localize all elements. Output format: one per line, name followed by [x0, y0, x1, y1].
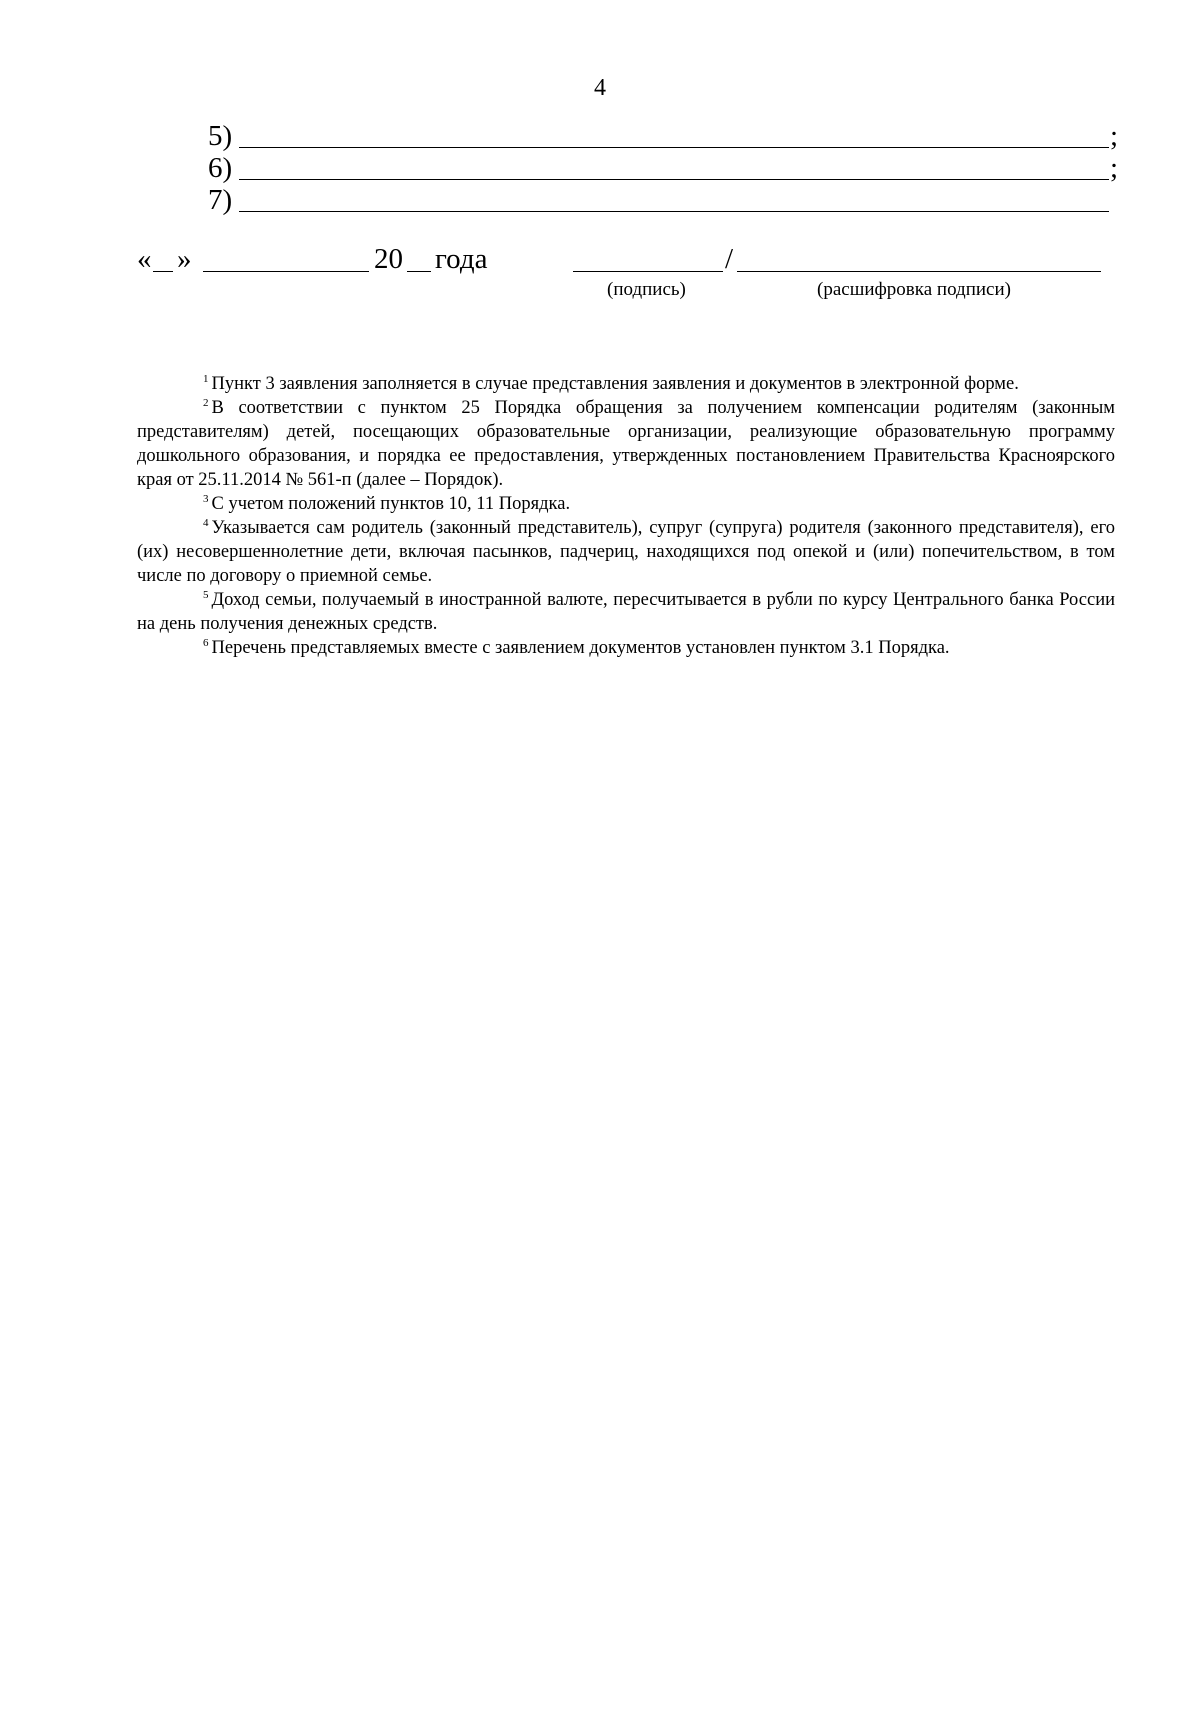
- footnote-text: Указывается сам родитель (законный представитель), супруг (супруга) родителя (законного представителя), его (их) несовершеннолетние дети, включая пасынков, падчериц, находящихся под опекой и (или) попечительством, в том числе по договору о приемной семье.: [137, 518, 1115, 586]
- list-item-number: 7): [208, 184, 233, 216]
- signature-field[interactable]: [573, 271, 723, 272]
- signature-caption: (подпись): [607, 279, 686, 300]
- footnote-text: С учетом положений пунктов 10, 11 Порядка.: [211, 494, 571, 514]
- footnote-text: Пункт 3 заявления заполняется в случае представления заявления и документов в электронной форме.: [211, 374, 1019, 394]
- year-field[interactable]: [407, 271, 431, 272]
- year-word: года: [435, 243, 488, 275]
- list-item-terminator: ;: [1109, 152, 1118, 184]
- footnote-mark: 3: [203, 493, 209, 505]
- open-quote: «: [137, 243, 152, 275]
- footnote-2: [137, 396, 1115, 492]
- footnote-text: В соответствии с пунктом 25 Порядка обращения за получением компенсации родителям (законным представителям) детей, посещающих образовательные организации, реализующие образовательную программу дошкольного образования, и порядка ее предоставления, утвержденных постановлением Правительства Красноярского края от 25.11.2014 № 561-п (далее – Порядок).: [137, 398, 1115, 490]
- year-prefix: 20: [374, 243, 403, 275]
- signature-decoding-caption: (расшифровка подписи): [817, 279, 1011, 300]
- footnote-text: Доход семьи, получаемый в иностранной валюте, пересчитывается в рубли по курсу Центрального банка России на день получения денежных средств.: [137, 590, 1115, 634]
- footnote-text: Перечень представляемых вместе с заявлением документов установлен пунктом 3.1 Порядка.: [211, 638, 950, 658]
- footnote-mark: 6: [203, 637, 209, 649]
- close-quote: »: [177, 243, 192, 275]
- footnote-4: [137, 516, 1115, 588]
- list-item-7: [208, 184, 1118, 216]
- footnote-mark: 2: [203, 397, 209, 409]
- list-item-5: [208, 120, 1118, 152]
- date-signature-block: [137, 243, 1117, 303]
- fill-in-line[interactable]: [239, 147, 1109, 148]
- footnote-mark: 1: [203, 373, 209, 385]
- footnote-mark: 5: [203, 589, 209, 601]
- day-field[interactable]: [153, 271, 173, 272]
- fill-in-line[interactable]: [239, 211, 1109, 212]
- footnote-3: [137, 492, 1115, 516]
- footnote-1: [137, 372, 1115, 396]
- footnote-6: [137, 636, 1115, 660]
- footnotes: [137, 372, 1115, 660]
- fill-in-line[interactable]: [239, 179, 1109, 180]
- signature-decoding-field[interactable]: [737, 271, 1101, 272]
- footnote-5: [137, 588, 1115, 636]
- list-item-6: [208, 152, 1118, 184]
- list-item-number: 6): [208, 152, 233, 184]
- signature-slash: /: [725, 243, 734, 275]
- page-number: 4: [594, 75, 606, 101]
- footnote-mark: 4: [203, 517, 209, 529]
- list-item-terminator: ;: [1109, 120, 1118, 152]
- month-field[interactable]: [203, 271, 369, 272]
- list-item-number: 5): [208, 120, 233, 152]
